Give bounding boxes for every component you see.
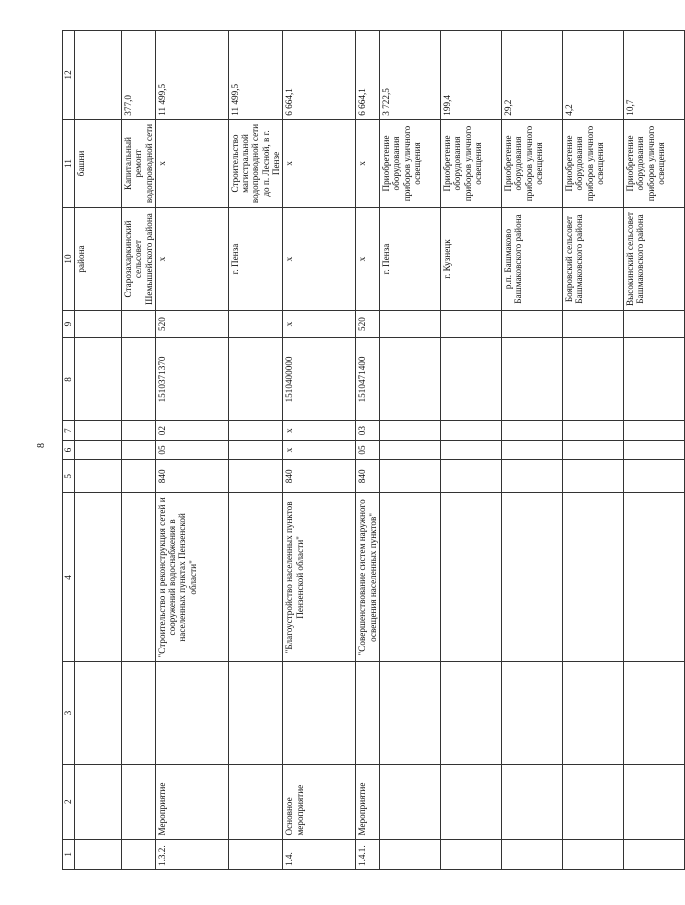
table-cell-col-10: х [155, 208, 228, 310]
table-cell-col-1: 1.4.1. [356, 839, 380, 869]
col-num-3: 3 [63, 662, 75, 764]
table-cell-col-6: х [283, 440, 356, 459]
table-cell-col-9 [501, 310, 562, 338]
table-cell-col-3 [623, 662, 684, 764]
table-cell-col-6 [75, 440, 122, 459]
table-cell-col-5 [562, 460, 623, 493]
col-num-10: 10 [63, 208, 75, 310]
col-num-8: 8 [63, 338, 75, 421]
col-num-7: 7 [63, 421, 75, 440]
table-cell-col-1 [562, 839, 623, 869]
col-num-5: 5 [63, 460, 75, 493]
table-cell-col-5 [379, 460, 440, 493]
table-cell-col-7 [228, 421, 282, 440]
table-cell-col-4: "Строительство и реконструкция сетей и сооружений водоснабжения в населенных пунктах Пензенской области" [155, 493, 228, 662]
table-cell-col-1: 1.3.2. [155, 839, 228, 869]
table-cell-col-3 [75, 662, 122, 764]
col-num-11: 11 [63, 119, 75, 208]
table-cell-col-11: Капитальный ремонт водопроводной сети [122, 119, 156, 208]
table-cell-col-8: 1510471400 [356, 338, 380, 421]
table-cell-col-4 [122, 493, 156, 662]
table-cell-col-10: Бояровский сельсовет Башмаковского района [562, 208, 623, 310]
table-cell-col-4: "Благоустройство населенных пунктов Пензенской области" [283, 493, 356, 662]
table-cell-col-12: 11 499,5 [228, 31, 282, 120]
table-cell-col-11: Приобретение оборудования приборов уличного освещения [501, 119, 562, 208]
table-cell-col-6 [122, 440, 156, 459]
table-cell-col-6 [379, 440, 440, 459]
table-cell-col-5 [501, 460, 562, 493]
table-cell-col-10: г. Пенза [379, 208, 440, 310]
table-cell-col-9: х [283, 310, 356, 338]
table-cell-col-10: р.п. Башмаково Башмаковского района [501, 208, 562, 310]
table-rotated-container [62, 30, 666, 870]
table-cell-col-11: Строительство магистральной водопроводной сети до п. Лесной, в г. Пензе [228, 119, 282, 208]
table-cell-col-3 [122, 662, 156, 764]
table-cell-col-7 [623, 421, 684, 440]
table-cell-col-12: 10,7 [623, 31, 684, 120]
table-cell-col-1 [75, 839, 122, 869]
table-cell-col-2 [623, 764, 684, 839]
table-cell-col-9 [122, 310, 156, 338]
table-row [379, 31, 440, 870]
table-cell-col-8 [379, 338, 440, 421]
table-cell-col-3 [283, 662, 356, 764]
table-cell-col-8 [440, 338, 501, 421]
table-cell-col-2 [562, 764, 623, 839]
table-cell-col-9 [440, 310, 501, 338]
table-cell-col-10: х [283, 208, 356, 310]
table-cell-col-9 [623, 310, 684, 338]
table-row [623, 31, 684, 870]
table-row [75, 31, 122, 870]
table-cell-col-7 [75, 421, 122, 440]
table-cell-col-1 [440, 839, 501, 869]
table-cell-col-9: 520 [155, 310, 228, 338]
table-cell-col-5: 840 [155, 460, 228, 493]
table-cell-col-11: х [283, 119, 356, 208]
table-cell-col-3 [440, 662, 501, 764]
table-cell-col-10: Старозахаркинский сельсовет Шемышейского района [122, 208, 156, 310]
table-cell-col-10: х [356, 208, 380, 310]
table-cell-col-6: 05 [155, 440, 228, 459]
page-number: 8 [36, 443, 47, 448]
table-cell-col-1 [623, 839, 684, 869]
table-cell-col-6 [623, 440, 684, 459]
table-cell-col-1 [379, 839, 440, 869]
table-cell-col-4 [562, 493, 623, 662]
table-cell-col-12: 199,4 [440, 31, 501, 120]
table-cell-col-7 [562, 421, 623, 440]
table-cell-col-12: 6 664,1 [283, 31, 356, 120]
table-cell-col-11: Приобретение оборудования приборов уличного освещения [562, 119, 623, 208]
table-cell-col-2 [122, 764, 156, 839]
table-cell-col-7: х [283, 421, 356, 440]
table-cell-col-8 [562, 338, 623, 421]
table-cell-col-11: Приобретение оборудования приборов уличного освещения [623, 119, 684, 208]
table-cell-col-5 [440, 460, 501, 493]
table-cell-col-12: 4,2 [562, 31, 623, 120]
table-cell-col-5 [122, 460, 156, 493]
table-cell-col-12: 377,0 [122, 31, 156, 120]
table-cell-col-10: г. Пенза [228, 208, 282, 310]
table-cell-col-4 [228, 493, 282, 662]
col-num-4: 4 [63, 493, 75, 662]
col-num-12: 12 [63, 31, 75, 120]
table-cell-col-7: 03 [356, 421, 380, 440]
table-cell-col-12: 6 664,1 [356, 31, 380, 120]
table-cell-col-2: Основное мероприятие [283, 764, 356, 839]
table-cell-col-8: 1510400000 [283, 338, 356, 421]
table-cell-col-11: башни [75, 119, 122, 208]
table-cell-col-7 [440, 421, 501, 440]
table-cell-col-2 [501, 764, 562, 839]
table-cell-col-9 [228, 310, 282, 338]
table-cell-col-2 [75, 764, 122, 839]
budget-table [62, 30, 685, 870]
table-cell-col-12: 29,2 [501, 31, 562, 120]
table-cell-col-2 [440, 764, 501, 839]
table-cell-col-2: Мероприятие [356, 764, 380, 839]
table-cell-col-8 [228, 338, 282, 421]
table-cell-col-7 [122, 421, 156, 440]
table-cell-col-4 [501, 493, 562, 662]
col-num-9: 9 [63, 310, 75, 338]
table-cell-col-6 [562, 440, 623, 459]
table-cell-col-7 [379, 421, 440, 440]
table-row [440, 31, 501, 870]
table-cell-col-1: 1.4. [283, 839, 356, 869]
table-cell-col-6 [501, 440, 562, 459]
table-row [122, 31, 156, 870]
table-cell-col-9 [562, 310, 623, 338]
table-cell-col-8 [122, 338, 156, 421]
table-cell-col-5: 840 [283, 460, 356, 493]
table-row [356, 31, 380, 870]
table-row [562, 31, 623, 870]
table-cell-col-2 [379, 764, 440, 839]
table-cell-col-6: 05 [356, 440, 380, 459]
table-cell-col-12: 3 722,5 [379, 31, 440, 120]
table-cell-col-6 [440, 440, 501, 459]
table-cell-col-4 [440, 493, 501, 662]
table-cell-col-3 [501, 662, 562, 764]
table-cell-col-12 [75, 31, 122, 120]
table-cell-col-3 [155, 662, 228, 764]
table-cell-col-5 [75, 460, 122, 493]
table-cell-col-3 [562, 662, 623, 764]
table-cell-col-4 [379, 493, 440, 662]
table-cell-col-3 [356, 662, 380, 764]
table-cell-col-12: 11 499,5 [155, 31, 228, 120]
table-cell-col-9 [75, 310, 122, 338]
table-cell-col-10: г. Кузнецк [440, 208, 501, 310]
table-cell-col-5 [228, 460, 282, 493]
table-cell-col-10: Высокинский сельсовет Башмаковского района [623, 208, 684, 310]
table-cell-col-1 [501, 839, 562, 869]
table-row [501, 31, 562, 870]
table-cell-col-11: Приобретение оборудования приборов уличного освещения [379, 119, 440, 208]
table-cell-col-11: Приобретение оборудования приборов уличного освещения [440, 119, 501, 208]
table-cell-col-7: 02 [155, 421, 228, 440]
table-cell-col-4 [623, 493, 684, 662]
table-cell-col-6 [228, 440, 282, 459]
table-cell-col-2 [228, 764, 282, 839]
table-cell-col-8 [501, 338, 562, 421]
table-cell-col-8: 1510371370 [155, 338, 228, 421]
table-cell-col-11: х [356, 119, 380, 208]
col-num-2: 2 [63, 764, 75, 839]
table-cell-col-5 [623, 460, 684, 493]
table-cell-col-11: х [155, 119, 228, 208]
table-cell-col-10: района [75, 208, 122, 310]
table-cell-col-8 [623, 338, 684, 421]
table-row [155, 31, 228, 870]
table-cell-col-9 [379, 310, 440, 338]
table-cell-col-1 [228, 839, 282, 869]
table-cell-col-1 [122, 839, 156, 869]
table-row [283, 31, 356, 870]
table-cell-col-4: "Совершенствование систем наружного освещения населенных пунктов" [356, 493, 380, 662]
table-cell-col-9: 520 [356, 310, 380, 338]
table-cell-col-3 [228, 662, 282, 764]
table-cell-col-5: 840 [356, 460, 380, 493]
col-num-6: 6 [63, 440, 75, 459]
table-cell-col-7 [501, 421, 562, 440]
col-num-1: 1 [63, 839, 75, 869]
column-number-row [63, 31, 75, 870]
table-cell-col-4 [75, 493, 122, 662]
table-cell-col-2: Мероприятие [155, 764, 228, 839]
table-cell-col-8 [75, 338, 122, 421]
table-cell-col-3 [379, 662, 440, 764]
table-row [228, 31, 282, 870]
